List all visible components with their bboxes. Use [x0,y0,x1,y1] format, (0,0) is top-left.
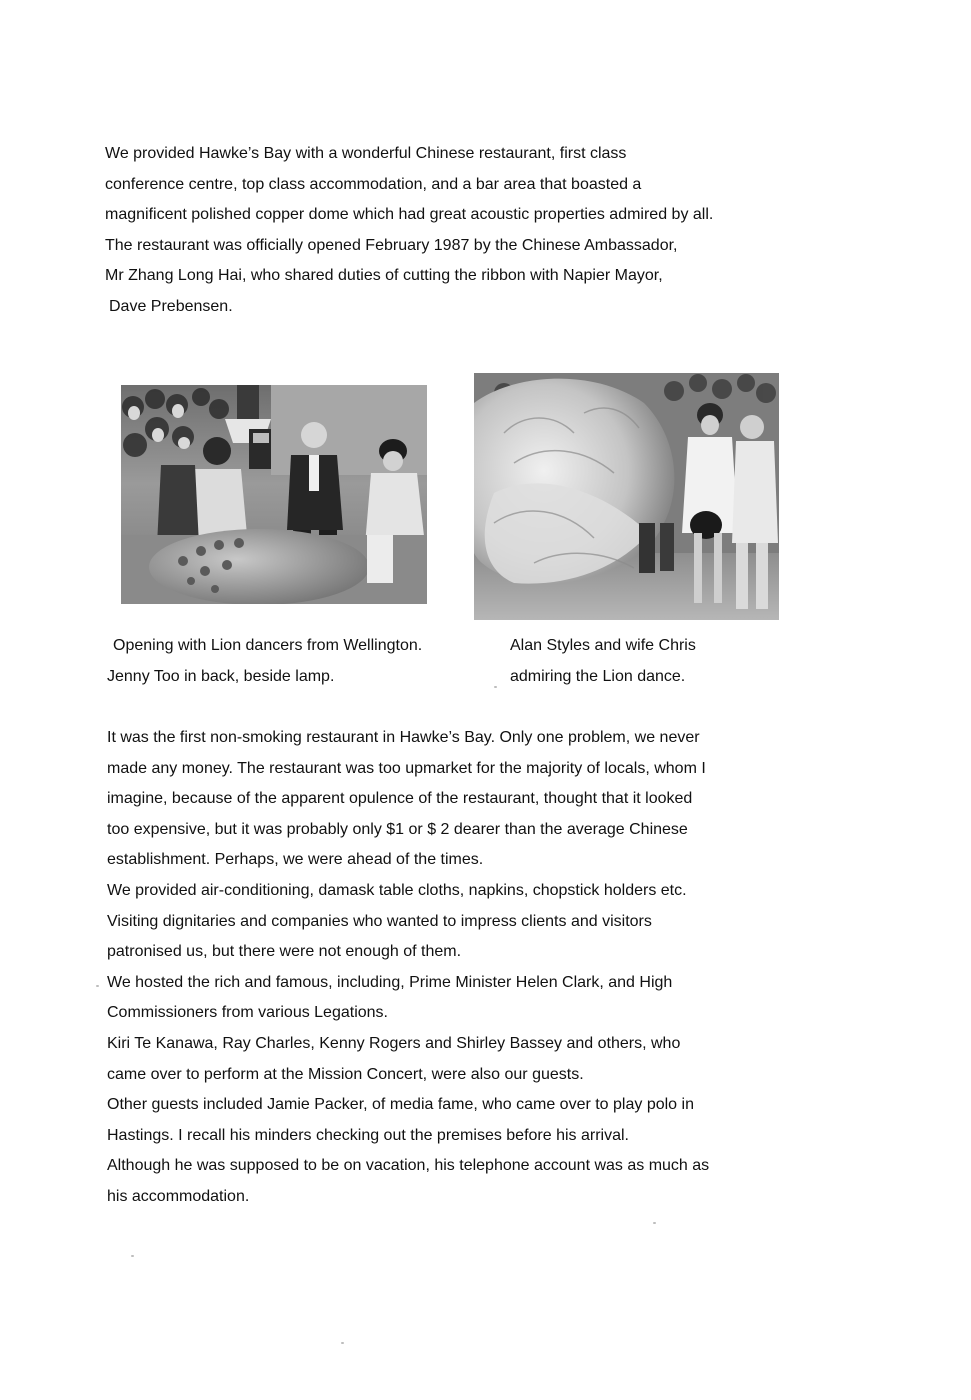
photo-opening-caption-line-1: Opening with Lion dancers from Wellington. [113,637,423,654]
intro-line-3: magnificent polished copper dome which had great acoustic properties admired by all. [105,206,714,224]
body-line-6: We provided air-conditioning, damask table cloths, napkins, chopstick holders etc. [107,881,687,899]
intro-line-1: We provided Hawke’s Bay with a wonderful Chinese restaurant, first class [105,145,627,162]
body-line-16: his accommodation. [107,1187,250,1205]
body-line-2: made any money. The restaurant was too upmarket for the majority of locals, whom I [107,759,706,777]
body-line-10: Commissioners from various Legations. [107,1004,388,1022]
body-line-5: establishment. Perhaps, we were ahead of the times. [107,851,484,869]
body-line-15: Although he was supposed to be on vacation, his telephone account was as much as [107,1157,710,1175]
photo-opening-lion-dancers-image [121,385,427,604]
body-line-8: patronised us, but there were not enough of them. [107,943,462,961]
scan-speck [653,1222,656,1224]
photo-alan-caption-line-1: Alan Styles and wife Chris [510,637,696,654]
body-line-9: We hosted the rich and famous, including, Prime Minister Helen Clark, and High [107,973,673,991]
scan-speck [131,1255,134,1257]
intro-paragraph [105,139,713,323]
body-line-12: came over to perform at the Mission Concert, were also our guests. [107,1065,584,1083]
photo-opening-lion-dancers [121,385,427,604]
photo-alan-caption [510,630,696,692]
body-line-1: It was the first non-smoking restaurant in Hawke’s Bay. Only one problem, we never [107,729,700,746]
body-paragraph [107,723,709,1213]
photo-opening-caption [107,630,422,692]
body-line-13: Other guests included Jamie Packer, of media fame, who came over to play polo in [107,1096,694,1114]
photo-opening-caption-line-2: Jenny Too in back, beside lamp. [107,668,335,685]
intro-line-4: The restaurant was officially opened February 1987 by the Chinese Ambassador, [105,236,678,254]
scan-speck [341,1342,344,1344]
body-line-14: Hastings. I recall his minders checking out the premises before his arrival. [107,1126,629,1144]
scan-speck [96,985,99,987]
scan-speck [494,686,497,688]
intro-line-2: conference centre, top class accommodation, and a bar area that boasted a [105,175,642,193]
body-line-3: imagine, because of the apparent opulence of the restaurant, thought that it looked [107,790,693,808]
intro-line-6: Dave Prebensen. [109,297,233,315]
body-line-7: Visiting dignitaries and companies who wanted to impress clients and visitors [107,912,652,930]
intro-line-5: Mr Zhang Long Hai, who shared duties of cutting the ribbon with Napier Mayor, [105,267,663,285]
photo-alan-styles-and-chris [474,373,779,620]
body-line-11: Kiri Te Kanawa, Ray Charles, Kenny Rogers and Shirley Bassey and others, who [107,1034,681,1052]
photo-alan-styles-and-chris-image [474,373,779,620]
photo-alan-caption-line-2: admiring the Lion dance. [510,668,686,685]
body-line-4: too expensive, but it was probably only $1 or $ 2 dearer than the average Chinese [107,820,688,838]
